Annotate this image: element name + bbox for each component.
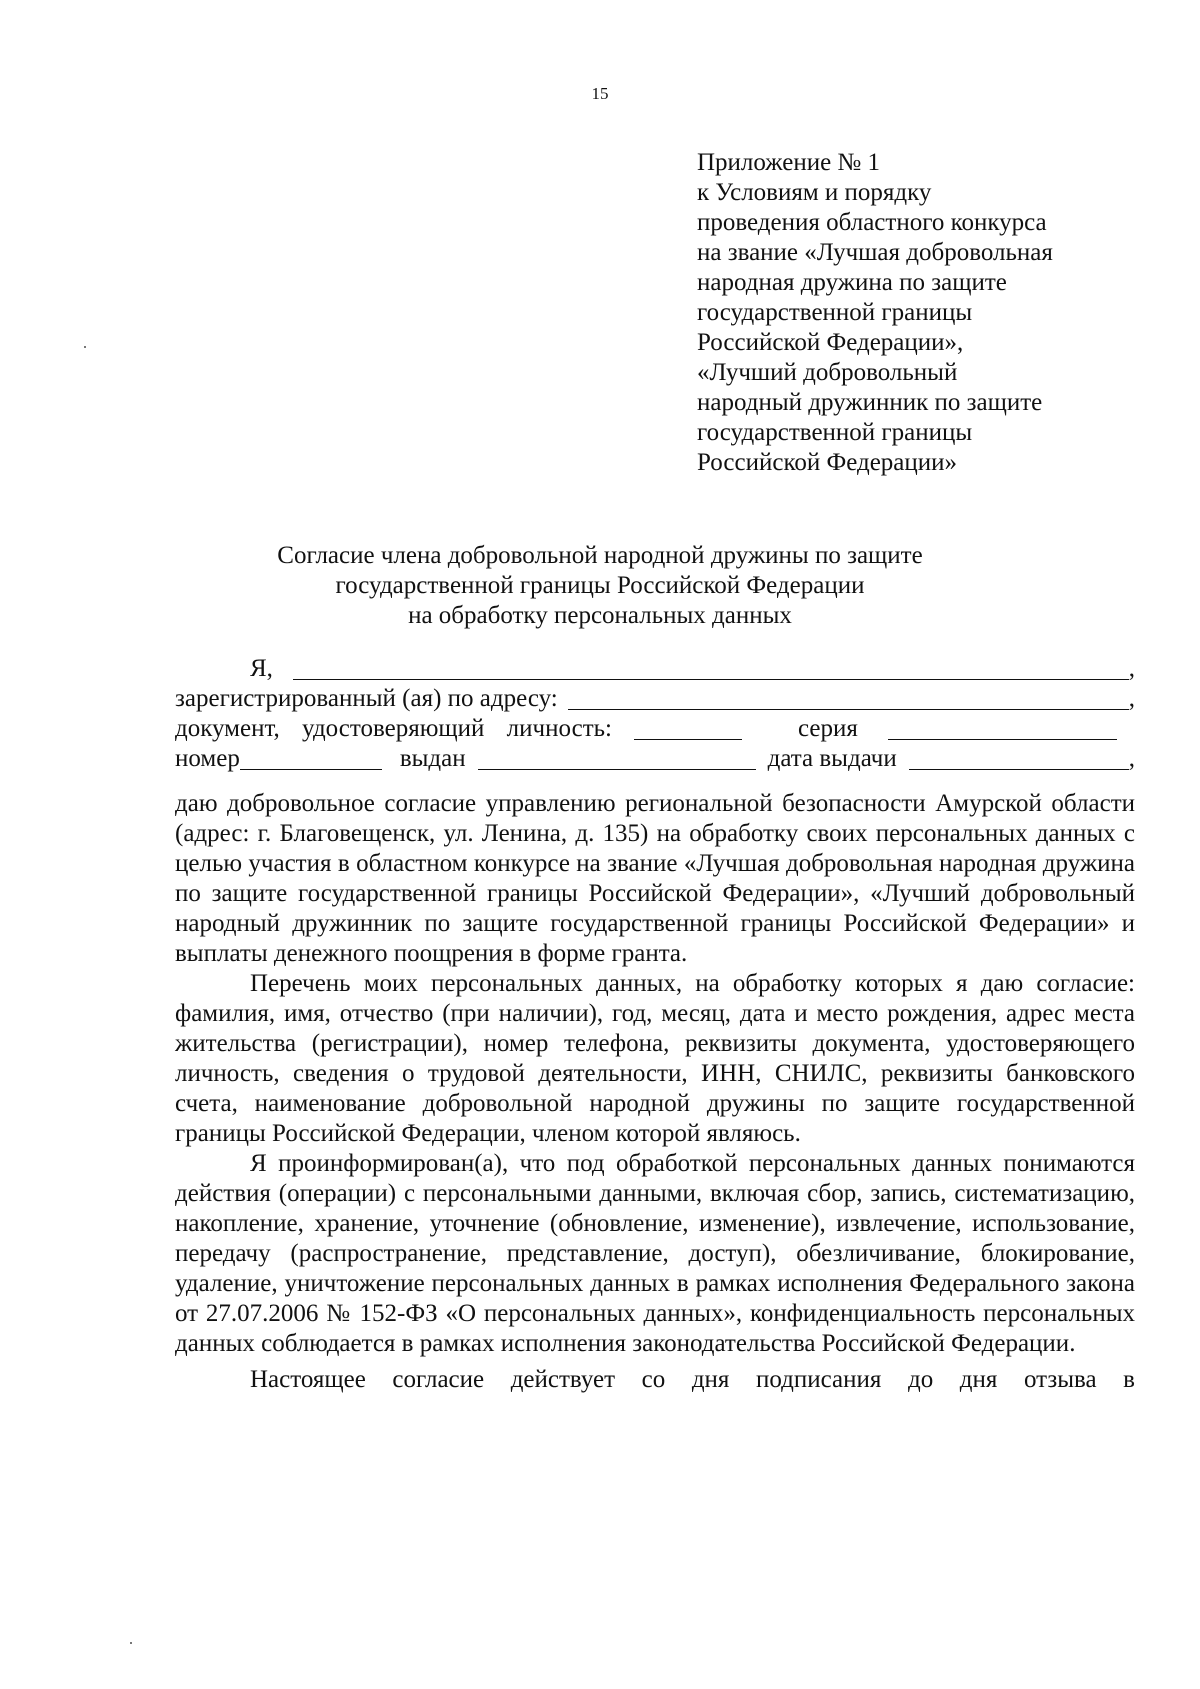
number-label: номер [175, 745, 240, 772]
comma: , [1128, 685, 1135, 712]
document-body [175, 789, 1135, 1395]
appendix-line: к Условиям и порядку [697, 179, 932, 206]
appendix-header [697, 148, 1167, 478]
validity-paragraph: Настоящее согласие действует со дня подписания до дня отзыва в [250, 1366, 1135, 1393]
address-row [175, 684, 1135, 714]
series-label: серия [797, 715, 858, 742]
appendix-line: Приложение № 1 [697, 149, 881, 176]
appendix-line: на звание «Лучшая добровольная [697, 239, 1053, 266]
document-type-field[interactable] [634, 717, 742, 740]
ya-label: Я, [250, 655, 273, 682]
informed-paragraph: Я проинформирован(а), что под обработкой персональных данных понимаются действия (операции) с персональными данными, включая сбор, запись, систематизацию, накопление, хранение, уточнение (обновление, изменение), извлечение, использование, передачу (распространение, представление, доступ), обезличивание, блокирование, удаление, уничтожение персональных данных в рамках исполнения Федерального закона от 27.07.2006 № 152-ФЗ «О персональных данных», конфиденциальность персональных данных соблюдается в рамках исполнения законодательства Российской Федерации. [175, 1150, 1135, 1357]
number-row [175, 744, 1135, 774]
document-row [175, 714, 1135, 744]
appendix-line: «Лучший добровольный [697, 359, 958, 386]
comma: , [1128, 655, 1135, 682]
appendix-line: народный дружинник по защите [697, 389, 1043, 416]
name-row [175, 654, 1135, 684]
consent-paragraph: даю добровольное согласие управлению региональной безопасности Амурской области (адрес: г. Благовещенск, ул. Ленина, д. 135) на обработку своих персональных данных с целью участия в областном конкурсе на звание «Лучшая добровольная народная дружина по защите государственной границы Российской Федерации», «Лучший добровольный народный дружинник по защите государственной границы Российской Федерации» и выплаты денежного поощрения в форме гранта. [175, 790, 1135, 967]
issued-by-field[interactable] [478, 747, 756, 770]
scan-speck [84, 346, 86, 348]
registered-label: зарегистрированный (ая) по адресу: [175, 685, 558, 712]
full-name-field[interactable] [293, 657, 1129, 680]
appendix-line: Российской Федерации» [697, 449, 958, 476]
issue-date-field[interactable] [909, 747, 1129, 770]
data-list-paragraph: Перечень моих персональных данных, на обработку которых я даю согласие: фамилия, имя, отчество (при наличии), год, месяц, дата и место рождения, адрес места жительства (регистрации), номер телефона, реквизиты документа, удостоверяющего личность, сведения о трудовой деятельности, ИНН, СНИЛС, реквизиты банковского счета, наименование добровольной народной дружины по защите государственной границы Российской Федерации, членом которой являюсь. [175, 970, 1135, 1147]
appendix-line: государственной границы [697, 419, 973, 446]
title-line: на обработку персональных данных [408, 602, 792, 629]
appendix-line: народная дружина по защите [697, 269, 1007, 296]
appendix-line: проведения областного конкурса [697, 209, 1047, 236]
address-field[interactable] [568, 687, 1129, 710]
scan-speck [130, 1642, 132, 1644]
issue-date-label: дата выдачи [767, 745, 897, 772]
appendix-line: Российской Федерации», [697, 329, 964, 356]
series-field[interactable] [888, 717, 1117, 740]
appendix-line: государственной границы [697, 299, 973, 326]
document-title [150, 541, 1050, 631]
number-field[interactable] [240, 747, 382, 770]
issued-label: выдан [399, 745, 466, 772]
page-number: 15 [591, 84, 609, 103]
comma: , [1128, 745, 1135, 772]
title-line: государственной границы Российской Федерации [335, 572, 865, 599]
personal-info-form [175, 654, 1135, 774]
title-line: Согласие члена добровольной народной дружины по защите [277, 542, 923, 569]
document-label: документ, удостоверяющий личность: [175, 715, 612, 742]
